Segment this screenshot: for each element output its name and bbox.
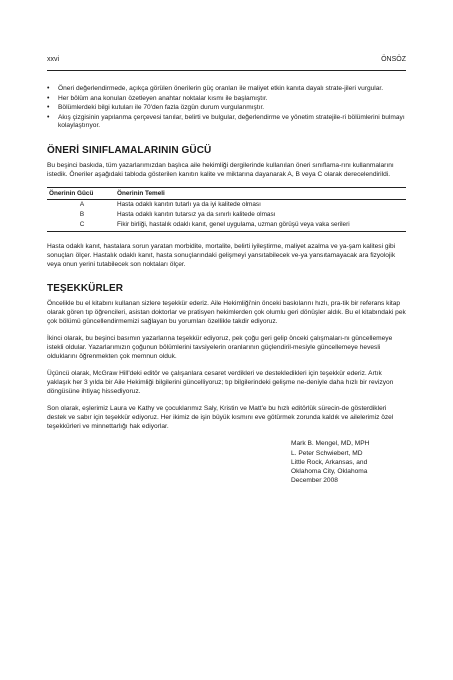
- table-header-row: [47, 187, 406, 199]
- signature-line: Little Rock, Arkansas, and: [291, 458, 368, 466]
- table-row: [47, 220, 406, 232]
- table-cell: A: [79, 201, 85, 209]
- header-rule: [47, 70, 406, 71]
- table-cell: Hasta odaklı kanıtın tutarsız ya da sınırlı kalitede olması: [117, 211, 276, 219]
- paragraph: Son olarak, eşlerimiz Laura ve Kathy ve çocuklarımız Saly, Kristin ve Matt'e bu hızlı editörlük sürecin-de gösterdikleri destek ve sabır için teşekkür ediyoruz. Her ikimiz de işin büyük kısmını eve götürmek zorunda kaldık ve ailelerimiz özel teşekkürleri ve minnettarlığı hak ediyorlar.: [47, 405, 394, 431]
- section-heading: ÖNERİ SINIFLAMALARININ GÜCÜ: [47, 144, 212, 156]
- running-header: [47, 56, 406, 68]
- table-cell: B: [79, 211, 85, 219]
- feature-list: [47, 85, 406, 131]
- paragraph: Hasta odaklı kanıt, hastalara sorun yaratan morbidite, mortalite, belirti iyileştirme, maliyet azalma ve ya-şam kalitesi gibi sonuçları ölçer. Hastalık odaklı kanıt, hasta sonuçlarındaki gelişmeyi yansıtabilecek ve-ya yansıtamayacak ara fizyolojik veya onun yerini tutabilecek son noktaları ölçer.: [47, 243, 396, 269]
- table-cell: Fikir birliği, hastalık odaklı kanıt, genel uygulama, uzman görüşü veya vaka serileri: [117, 220, 406, 232]
- signature-line: Mark B. Mengel, MD, MPH: [291, 440, 370, 448]
- paragraph: İkinci olarak, bu beşinci basımın yazarlarına teşekkür ediyoruz, pek çoğu geri gelip önceki çalışmaları-nı güncellemeye istekli oldular. Yazarlarımızın çoğunun bölümlerini tavsiyelerin oranlarının güçlendiril-mesiyle güncellemeye hevesli olduklarını öğrenmekten çok memnun olduk.: [47, 335, 393, 361]
- page-content: [47, 85, 406, 485]
- column-header: Önerinin Temeli: [117, 187, 406, 199]
- paragraph: Bu beşinci baskıda, tüm yazarlarımızdan başlıca aile hekimliği dergilerinde kullanılan öneri sınıflama-rını kullanmalarını istedik. Öneriler aşağıdaki tabloda gösterilen kanıtın kalite ve miktarına dayanarak A, B veya C olarak derecelendirildi.: [47, 161, 394, 178]
- list-item: • Öneri değerlendirmede, açıkça görülen önerilerin güç oranları ile maliyet etkin kanıta dayalı strate-jileri vurgular.: [47, 85, 406, 94]
- signature-block: [291, 439, 406, 485]
- table-row: [47, 199, 406, 210]
- signature-line: Oklahoma City, Oklahoma: [291, 468, 368, 476]
- list-item: • Her bölüm ana konuları özetleyen anahtar noktalar kısmı ile başlamıştır.: [47, 95, 406, 104]
- column-header: Önerinin Gücü: [47, 187, 117, 199]
- section-heading: TEŞEKKÜRLER: [47, 283, 124, 295]
- paragraph: Öncelikle bu el kitabını kullanan sizlere teşekkür ederiz. Aile Hekimliği'nin önceki baskılarını hızlı, pra-tik bir referans kitap olarak gören tıp öğrencileri, asistan doktorlar ve pratisyen hekimlerden çok olumlu geri dönüşler aldık. Bu el kitabındaki pek çok bölümü güncellendirmemizi sağlayan bu yorumları özellikle takdir ediyoruz.: [47, 300, 406, 326]
- page-number: xxvi: [47, 56, 60, 63]
- table-row: [47, 210, 406, 220]
- table-cell: C: [47, 220, 117, 232]
- recommendation-table: [47, 187, 406, 232]
- list-item: • Akış çizgisinin yapılanma çerçevesi tanılar, belirti ve bulgular, değerlendirme ve yönetim stratejile-ri bölümlerini bulmayı kolaylaştırıyor.: [47, 114, 406, 131]
- signature-line: December 2008: [291, 477, 338, 485]
- section-title: ÖNSÖZ: [381, 56, 406, 63]
- table-cell: Hasta odaklı kanıtın tutarlı ya da iyi kalitede olması: [117, 201, 261, 209]
- paragraph: Üçüncü olarak, McGraw Hill'deki editör ve çalışanlara cesaret verdikleri ve destekledikleri için teşekkür ederiz. Artık yaklaşık her 3 yılda bir Aile Hekimliği bilgilerini güncelliyoruz; tıp bilgilerindeki gelişme ne-deniyle daha hızlı bir revizyon döngüsüne ihtiyaç hissediyoruz.: [47, 370, 394, 396]
- signature-line: L. Peter Schwiebert, MD: [291, 449, 363, 457]
- list-item: • Bölümlerdeki bilgi kutuları ile 70'den fazla özgün durum vurgulanmıştır.: [47, 104, 406, 113]
